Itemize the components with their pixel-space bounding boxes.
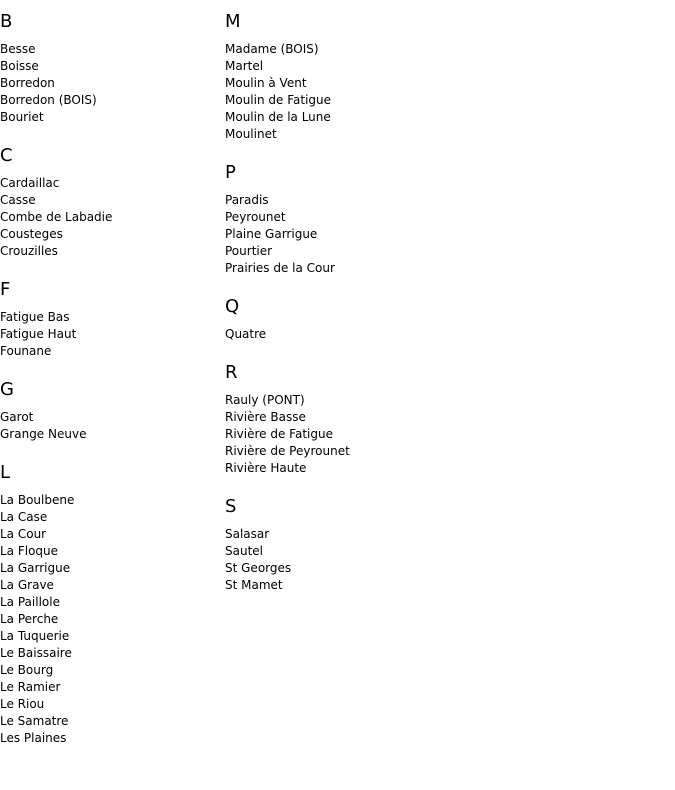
list-item: Moulin de la Lune: [225, 110, 331, 124]
list-item: Peyrounet: [225, 210, 286, 224]
list-item: Plaine Garrigue: [225, 227, 318, 241]
list-item: Le Ramier: [0, 680, 61, 694]
list-item: Casse: [0, 193, 36, 207]
list-item: Salasar: [225, 527, 270, 541]
letter-group-m: [225, 11, 665, 143]
list-item: La Cour: [0, 527, 47, 541]
list-item: St Mamet: [225, 578, 283, 592]
list-item: Le Baissaire: [0, 646, 72, 660]
list-item: Bouriet: [0, 110, 44, 124]
list-item: La Boulbene: [0, 493, 75, 507]
list-item: St Georges: [225, 561, 292, 575]
list-item: Quatre: [225, 327, 267, 341]
list-item: Le Bourg: [0, 663, 54, 677]
list-item: Sautel: [225, 544, 263, 558]
letter-group-q: [225, 296, 665, 343]
list-item: Grange Neuve: [0, 427, 87, 441]
letter-heading: Q: [225, 296, 240, 317]
list-item: Fatigue Bas: [0, 310, 70, 324]
list-item: Moulin de Fatigue: [225, 93, 332, 107]
entry-list: [0, 492, 225, 747]
list-item: Rauly (PONT): [225, 393, 305, 407]
list-item: Le Riou: [0, 697, 45, 711]
letter-group-c: [0, 145, 225, 260]
list-item: La Floque: [0, 544, 59, 558]
list-item: Les Plaines: [0, 731, 67, 745]
list-item: Madame (BOIS): [225, 42, 319, 56]
entry-list: [0, 309, 225, 360]
entry-list: [225, 526, 665, 594]
list-item: La Garrigue: [0, 561, 71, 575]
list-item: Rivière Basse: [225, 410, 306, 424]
list-item: Martel: [225, 59, 264, 73]
list-item: Borredon: [0, 76, 55, 90]
letter-heading: C: [0, 145, 13, 166]
list-item: Moulinet: [225, 127, 277, 141]
list-item: Crouzilles: [0, 244, 58, 258]
entry-list: [225, 41, 665, 143]
list-item: Moulin à Vent: [225, 76, 307, 90]
list-item: Pourtier: [225, 244, 273, 258]
list-item: La Perche: [0, 612, 59, 626]
list-item: Fatigue Haut: [0, 327, 77, 341]
list-item: Prairies de la Cour: [225, 261, 335, 275]
list-item: La Tuquerie: [0, 629, 70, 643]
entry-list: [0, 41, 225, 126]
list-item: La Paillole: [0, 595, 60, 609]
letter-group-p: [225, 162, 665, 277]
entry-list: [0, 175, 225, 260]
letter-heading: P: [225, 162, 236, 183]
list-item: Boisse: [0, 59, 39, 73]
entry-list: [225, 192, 665, 277]
list-item: Rivière Haute: [225, 461, 307, 475]
entry-list: [0, 409, 225, 443]
list-item: La Grave: [0, 578, 54, 592]
list-item: Besse: [0, 42, 36, 56]
letter-group-s: [225, 496, 665, 594]
left-column: [0, 0, 225, 747]
letter-heading: L: [0, 462, 11, 483]
list-item: Garot: [0, 410, 34, 424]
letter-group-f: [0, 279, 225, 360]
list-item: Rivière de Fatigue: [225, 427, 333, 441]
list-item: Rivière de Peyrounet: [225, 444, 350, 458]
letter-heading: R: [225, 362, 238, 383]
list-item: Le Samatre: [0, 714, 69, 728]
list-item: Cousteges: [0, 227, 63, 241]
letter-heading: S: [225, 496, 237, 517]
letter-group-r: [225, 362, 665, 477]
list-item: Paradis: [225, 193, 269, 207]
list-item: Cardaillac: [0, 176, 60, 190]
list-item: La Case: [0, 510, 48, 524]
list-item: Borredon (BOIS): [0, 93, 97, 107]
list-item: Combe de Labadie: [0, 210, 113, 224]
letter-heading: M: [225, 11, 241, 32]
letter-group-g: [0, 379, 225, 443]
entry-list: [225, 326, 665, 343]
list-item: Founane: [0, 344, 52, 358]
letter-heading: B: [0, 11, 13, 32]
letter-group-l: [0, 462, 225, 747]
entry-list: [225, 392, 665, 477]
letter-heading: G: [0, 379, 14, 400]
letter-heading: F: [0, 279, 11, 300]
right-column: [225, 0, 665, 594]
letter-group-b: [0, 11, 225, 126]
